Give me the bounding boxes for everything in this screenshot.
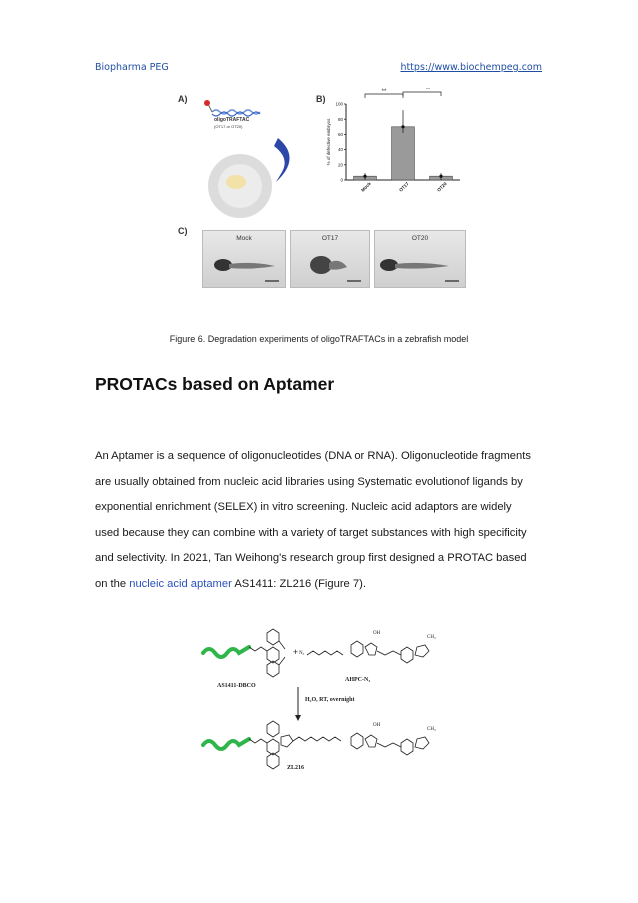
y-tick-label: 80	[337, 116, 343, 122]
panel-b-label: B)	[316, 94, 326, 104]
fish-label-ot17: OT17	[321, 235, 339, 242]
panel-c-label: C)	[178, 226, 188, 236]
reaction-conditions: H₂O, RT, overnight	[305, 697, 355, 703]
y-tick-label: 100	[335, 101, 343, 107]
aptamer-strand-top	[203, 647, 249, 657]
y-tick-label: 60	[337, 132, 343, 137]
y-tick-label: 20	[337, 162, 343, 168]
reactant-2-label: AHPC-N₃	[345, 677, 371, 683]
y-tick-label: 40	[337, 147, 343, 153]
significance-label: **	[425, 88, 431, 93]
reaction-scheme-drawing	[195, 625, 445, 785]
aptamer-strand-bottom	[203, 739, 249, 749]
paragraph-line: An Aptamer is a sequence of oligonucleotides (DNA or RNA). Oligonucleotide fragments	[95, 450, 531, 462]
fish-photo-mock	[202, 230, 286, 288]
methyl-label-bottom: CH₃	[427, 727, 436, 732]
paragraph-line: exponential enrichment (SELEX) in vitro screening. Nucleic acid adaptors are widely	[95, 501, 512, 513]
significance-bracket	[403, 92, 441, 96]
nucleic-acid-aptamer-link[interactable]: nucleic acid aptamer	[129, 577, 232, 590]
paragraph-line: used because they can combine with a variety of target substances with high specificity	[95, 526, 527, 539]
dbco-structure	[249, 629, 285, 677]
section-paragraph	[95, 444, 555, 597]
fish-photo-ot17	[290, 230, 370, 288]
hydroxyl-label-top: OH	[373, 631, 381, 636]
header-url-link[interactable]: https://www.biochempeg.com	[400, 62, 542, 73]
probe-head-icon	[204, 100, 210, 106]
paragraph-line: are usually obtained from nucleic acid libraries using Systematic evolutionof ligands by	[95, 475, 523, 488]
figure-6	[170, 88, 470, 300]
cell-nucleus	[226, 175, 246, 189]
header-left: Biopharma PEG	[95, 62, 169, 73]
section-title: PROTACs based on Aptamer	[95, 374, 335, 394]
defect-bar-chart	[318, 88, 468, 198]
paragraph-last-line: on the nucleic acid aptamer AS1411: ZL216 (Figure 7).	[95, 577, 366, 590]
entry-arrow-icon	[274, 138, 290, 182]
fish-label-mock: Mock	[236, 235, 252, 242]
y-axis-label: % of defective embryos	[326, 118, 331, 166]
bar	[392, 127, 415, 180]
y-tick-label: 0	[340, 177, 343, 183]
paragraph-line: and selectivity. In 2021, Tan Weihong's research group first designed a PROTAC based	[95, 552, 527, 564]
x-tick-label: OT17	[398, 181, 410, 193]
x-tick-label: Mock	[360, 181, 372, 193]
probe-label: oligoTRAFTAC	[214, 117, 250, 123]
probe-sublabel: (OT17 or OT20)	[214, 124, 243, 129]
ahpc-structure	[307, 641, 429, 663]
plus-sign: +	[293, 647, 299, 657]
figure-6-caption: Figure 6. Degradation experiments of oligoTRAFTACs in a zebrafish model	[169, 334, 469, 344]
significance-label: **	[381, 89, 387, 95]
panel-a-illustration	[190, 98, 310, 223]
product-label: ZL216	[287, 765, 305, 771]
methyl-label-top: CH₃	[427, 635, 436, 640]
fish-photo-ot20	[374, 230, 466, 288]
x-tick-label: OT20	[436, 181, 448, 193]
reactant-1-label: AS1411-DBCO	[217, 683, 256, 689]
fish-label-ot20: OT20	[411, 235, 429, 242]
azide-label: N₃	[299, 651, 305, 656]
zl216-structure	[249, 721, 429, 769]
figure-7-scheme	[195, 625, 445, 785]
hydroxyl-label-bottom: OH	[373, 723, 381, 728]
panel-a-label: A)	[178, 94, 188, 104]
